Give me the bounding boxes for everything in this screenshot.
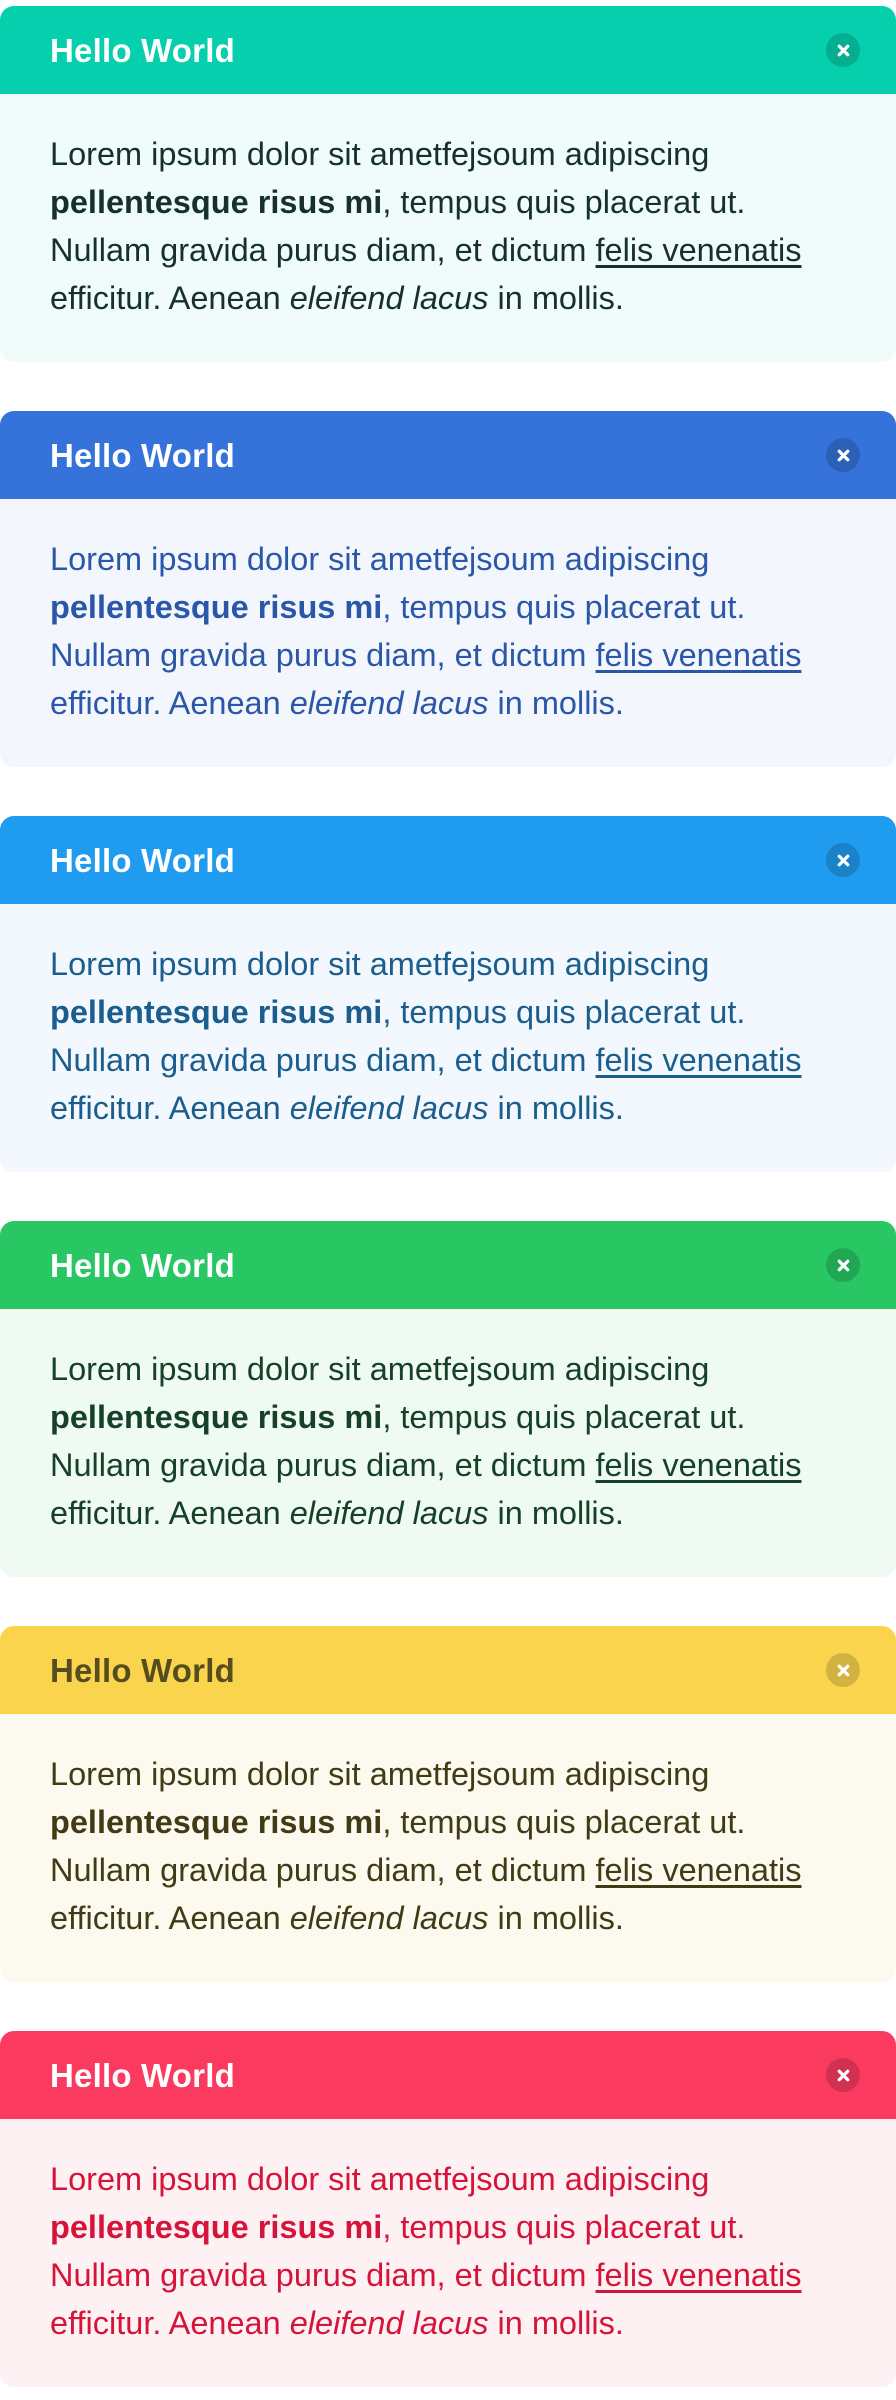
underlined-text: felis venenatis (595, 1447, 802, 1483)
bold-text: pellentesque risus mi (50, 2209, 383, 2245)
italic-text: eleifend lacus (289, 280, 489, 316)
close-icon (835, 447, 852, 464)
underlined-text: felis venenatis (595, 1042, 802, 1078)
card-header (0, 1626, 896, 1714)
italic-text: eleifend lacus (289, 1900, 489, 1936)
card-title: Hello World (50, 2056, 235, 2094)
card-title: Hello World (50, 1651, 235, 1689)
paragraph-line3: Nullam gravida purus diam, et dictum (50, 1042, 596, 1078)
italic-text: eleifend lacus (289, 685, 489, 721)
close-button[interactable] (826, 1653, 860, 1687)
close-button[interactable] (826, 1248, 860, 1282)
alert-card-teal (0, 6, 896, 362)
underlined-text: felis venenatis (595, 232, 802, 268)
card-paragraph (50, 2155, 850, 2347)
close-icon (835, 42, 852, 59)
underlined-text: felis venenatis (595, 1852, 802, 1888)
paragraph-line4: efficitur. Aenean (50, 280, 290, 316)
paragraph-line2-rest: , tempus quis placerat ut. (382, 589, 746, 625)
close-icon (835, 2067, 852, 2084)
close-icon (835, 1257, 852, 1274)
alert-card-light-blue (0, 816, 896, 1172)
paragraph-line4: efficitur. Aenean (50, 1900, 290, 1936)
paragraph-line1: Lorem ipsum dolor sit ametfejsoum adipiscing (50, 2161, 710, 2197)
alert-card-red (0, 2031, 896, 2387)
close-button[interactable] (826, 438, 860, 472)
underlined-text: felis venenatis (595, 637, 802, 673)
card-title: Hello World (50, 1246, 235, 1284)
paragraph-line1: Lorem ipsum dolor sit ametfejsoum adipiscing (50, 136, 710, 172)
card-title: Hello World (50, 436, 235, 474)
paragraph-line2-rest: , tempus quis placerat ut. (382, 2209, 746, 2245)
bold-text: pellentesque risus mi (50, 1804, 383, 1840)
paragraph-line2-rest: , tempus quis placerat ut. (382, 994, 746, 1030)
paragraph-line3: Nullam gravida purus diam, et dictum (50, 637, 596, 673)
paragraph-line4-end: in mollis. (488, 1495, 624, 1531)
italic-text: eleifend lacus (289, 1090, 489, 1126)
bold-text: pellentesque risus mi (50, 994, 383, 1030)
bold-text: pellentesque risus mi (50, 1399, 383, 1435)
paragraph-line3: Nullam gravida purus diam, et dictum (50, 232, 596, 268)
card-body (0, 1714, 896, 1982)
close-icon (835, 1662, 852, 1679)
paragraph-line3: Nullam gravida purus diam, et dictum (50, 2257, 596, 2293)
card-title: Hello World (50, 841, 235, 879)
paragraph-line1: Lorem ipsum dolor sit ametfejsoum adipiscing (50, 1351, 710, 1387)
card-header (0, 1221, 896, 1309)
underlined-text: felis venenatis (595, 2257, 802, 2293)
paragraph-line4-end: in mollis. (488, 2305, 624, 2341)
card-header (0, 411, 896, 499)
italic-text: eleifend lacus (289, 2305, 489, 2341)
paragraph-line4: efficitur. Aenean (50, 2305, 290, 2341)
card-title: Hello World (50, 31, 235, 69)
paragraph-line4-end: in mollis. (488, 1900, 624, 1936)
card-header (0, 6, 896, 94)
close-button[interactable] (826, 2058, 860, 2092)
bold-text: pellentesque risus mi (50, 184, 383, 220)
alert-card-blue (0, 411, 896, 767)
card-body (0, 1309, 896, 1577)
card-header (0, 816, 896, 904)
alert-card-yellow (0, 1626, 896, 1982)
card-body (0, 2119, 896, 2387)
paragraph-line4: efficitur. Aenean (50, 685, 290, 721)
card-body (0, 904, 896, 1172)
paragraph-line4-end: in mollis. (488, 280, 624, 316)
italic-text: eleifend lacus (289, 1495, 489, 1531)
card-paragraph (50, 1345, 850, 1537)
card-paragraph (50, 535, 850, 727)
card-paragraph (50, 1750, 850, 1942)
paragraph-line1: Lorem ipsum dolor sit ametfejsoum adipiscing (50, 1756, 710, 1792)
paragraph-line4-end: in mollis. (488, 685, 624, 721)
paragraph-line3: Nullam gravida purus diam, et dictum (50, 1852, 596, 1888)
close-icon (835, 852, 852, 869)
paragraph-line1: Lorem ipsum dolor sit ametfejsoum adipiscing (50, 541, 710, 577)
alert-card-green (0, 1221, 896, 1577)
close-button[interactable] (826, 843, 860, 877)
card-header (0, 2031, 896, 2119)
close-button[interactable] (826, 33, 860, 67)
paragraph-line3: Nullam gravida purus diam, et dictum (50, 1447, 596, 1483)
card-body (0, 94, 896, 362)
paragraph-line1: Lorem ipsum dolor sit ametfejsoum adipiscing (50, 946, 710, 982)
paragraph-line2-rest: , tempus quis placerat ut. (382, 1804, 746, 1840)
card-body (0, 499, 896, 767)
paragraph-line4-end: in mollis. (488, 1090, 624, 1126)
bold-text: pellentesque risus mi (50, 589, 383, 625)
card-paragraph (50, 130, 850, 322)
paragraph-line4: efficitur. Aenean (50, 1495, 290, 1531)
paragraph-line2-rest: , tempus quis placerat ut. (382, 184, 746, 220)
paragraph-line4: efficitur. Aenean (50, 1090, 290, 1126)
card-paragraph (50, 940, 850, 1132)
paragraph-line2-rest: , tempus quis placerat ut. (382, 1399, 746, 1435)
